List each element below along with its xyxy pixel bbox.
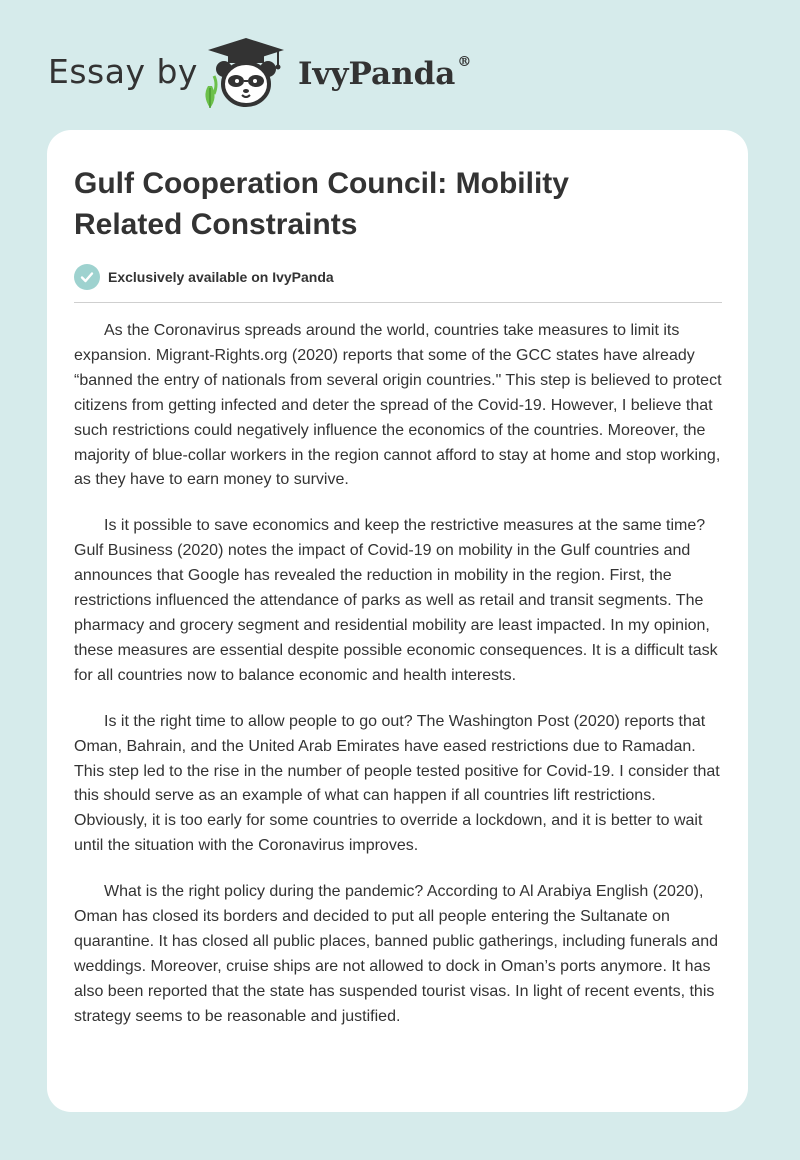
registered-mark: ®	[457, 54, 472, 70]
paragraph: Is it the right time to allow people to go out? The Washington Post (2020) reports that Oman, Bahrain, and the United Arab Emirates have eased restrictions due to Ramadan. This step led to the rise in the number of people tested positive for Covid-19. I consider that this should serve as an example of what can happen if all countries lift restrictions. Obviously, it is too early for some countries to override a lockdown, and it is better to wait until the situation with the Coronavirus improves.	[74, 712, 720, 855]
site-header	[0, 0, 800, 130]
brand-text: IvyPanda	[298, 56, 456, 92]
essay-body	[74, 319, 726, 1051]
essay-by-label: Essay by	[48, 52, 198, 91]
exclusive-badge	[74, 264, 334, 290]
essay-title: Gulf Cooperation Council: Mobility Related Constraints	[74, 167, 569, 241]
panda-graduate-icon[interactable]	[198, 36, 290, 110]
paragraph: What is the right policy during the pandemic? According to Al Arabiya English (2020), Oman has closed its borders and decided to put all people entering the Sultanate on quarantine. It has closed all public places, banned public gatherings, including funerals and weddings. Moreover, cruise ships are not allowed to dock in Oman’s ports anymore. It has also been reported that the state has suspended tourist visas. In light of recent events, this strategy seems to be reasonable and justified.	[74, 883, 718, 1025]
exclusive-badge-label: Exclusively available on IvyPanda	[108, 269, 334, 285]
essay-card	[47, 130, 748, 1112]
divider	[74, 302, 722, 303]
paragraph: As the Coronavirus spreads around the world, countries take measures to limit its expansion. Migrant-Rights.org (2020) reports that some of the GCC states have already “banned the entry of nationals from several origin countries." This step is believed to protect citizens from getting infected and deter the spread of the Covid-19. However, I believe that such restrictions could negatively influence the economics of the countries. Moreover, the majority of blue-collar workers in the region cannot afford to stay at home and stop working, as they have to earn money to survive.	[74, 322, 722, 489]
check-circle-icon	[74, 264, 100, 290]
brand-name[interactable]	[298, 56, 471, 92]
paragraph: Is it possible to save economics and keep the restrictive measures at the same time? Gulf Business (2020) notes the impact of Covid-19 on mobility in the Gulf countries and announces that Google has revealed the reduction in mobility in the region. First, the restrictions influenced the attendance of parks as well as retail and transit segments. The pharmacy and grocery segment and residential mobility are least impacted. In my opinion, these measures are essential despite possible economic consequences. It is a difficult task for all countries now to balance economic and health interests.	[74, 517, 718, 684]
